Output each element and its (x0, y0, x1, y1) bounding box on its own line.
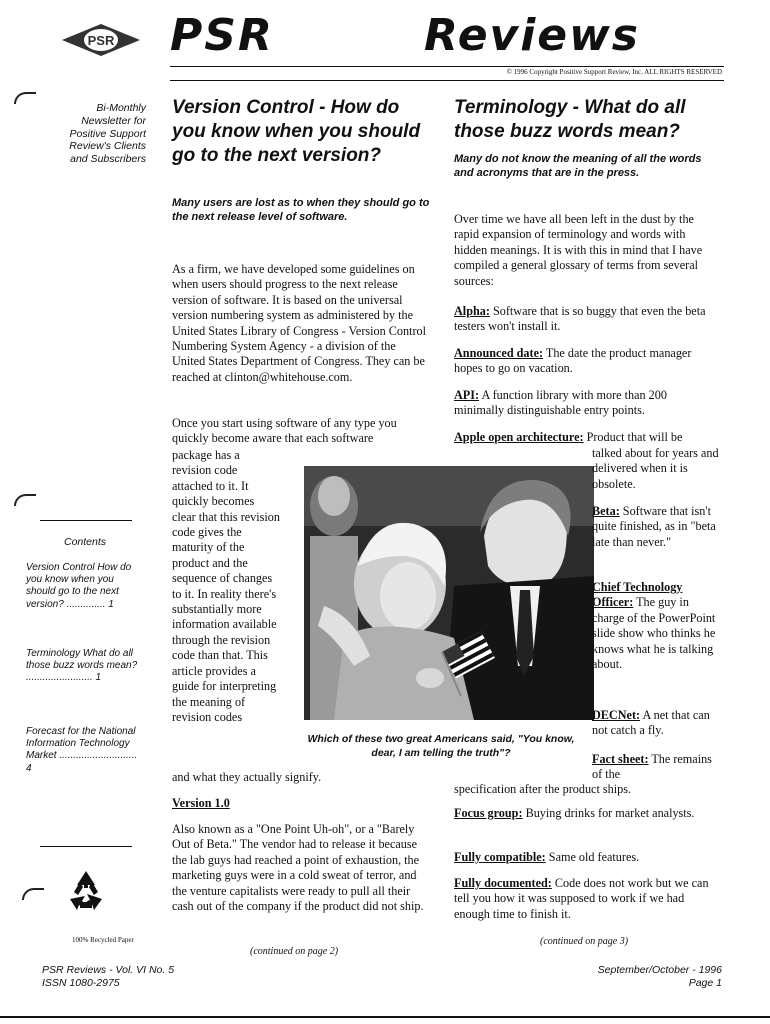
article1-paragraph-end: and what they actually signify. (172, 770, 322, 784)
term-label: API: (454, 388, 480, 402)
continued-page-2[interactable]: (continued on page 2) (250, 946, 339, 957)
footer-issn: ISSN 1080-2975 (42, 977, 120, 989)
continued-page-3[interactable]: (continued on page 3) (540, 936, 629, 947)
glossary-term (454, 876, 720, 922)
article1-paragraph: As a firm, we have developed some guidelines on when users should progress to the next release version of software. It is based on the universal version numbering system as administered by the United States Library of Congress - Version Control Numbering System Agency - a division of the United States Department of Congress. They can be reached at clinton@whitehouse.com. (172, 262, 426, 384)
term-label: Beta: (592, 504, 620, 518)
toc-item[interactable]: Terminology What do all those buzz words mean? ........................ 1 (26, 648, 138, 684)
footer-date: September/October - 1996 (597, 964, 722, 976)
term-label: Fully documented: (454, 876, 552, 890)
masthead-title-right: Reviews (424, 10, 640, 61)
glossary-term (592, 708, 720, 739)
term-definition: The date the product manager hopes to go on vacation. (454, 346, 692, 376)
term-definition: A net that can not catch a fly. (592, 708, 710, 738)
term-label: Alpha: (454, 304, 490, 318)
masthead-title-left: PSR (170, 10, 274, 61)
term-label: Announced date: (454, 346, 544, 360)
page-bottom-rule (0, 1016, 770, 1018)
corner-mark (14, 92, 36, 104)
footer-publication: PSR Reviews - Vol. VI No. 5 (42, 964, 175, 976)
recycle-icon (64, 868, 108, 912)
glossary-term (592, 752, 720, 783)
term-definition: Product that will be (586, 430, 683, 444)
toc-item-page: 4 (26, 762, 32, 774)
contents-title: Contents (63, 536, 107, 548)
glossary-term (454, 304, 720, 335)
article1-title: Version Control - How do you know when you should go to the next version? (172, 97, 421, 166)
toc-item[interactable]: Version Control How do you know when you should go to the next version? .............. 1 (26, 562, 132, 610)
term-definition: The guy in charge of the PowerPoint slide show who thinks he knows what he is talking about. (592, 595, 716, 672)
term-label: Fully compatible: (454, 850, 546, 864)
term-definition: Software that is so buggy that even the beta testers won't install it. (454, 304, 706, 334)
logo-text: PSR (87, 33, 115, 48)
footer-right (560, 964, 722, 990)
term-definition: Code does not work but we can tell you how it was supposed to work if we had enough time to finish it. (454, 876, 709, 921)
toc-item-title: Version Control How do you know when you should go to the next version? (26, 562, 132, 610)
toc-item[interactable]: Forecast for the National Information Technology Market ............................ 4 (26, 726, 138, 774)
glossary-term (592, 580, 720, 672)
recycled-paper-label: 100% Recycled Paper (72, 936, 134, 944)
term-definition: specification after the product ships. (454, 782, 631, 796)
term-label: Chief Technology Officer: (592, 580, 683, 610)
article1-paragraph-wrap: package has a revision code attached to it. It quickly becomes clear that this revision code gives the maturity of the product and the sequence of changes to it. In reality there's substantially more information available through the revision code than that. This article provides a guide for interpreting the meaning of revision codes (172, 448, 280, 724)
toc-item-title: Forecast for the National Information Technology Market (26, 726, 136, 762)
glossary-term (454, 806, 720, 821)
corner-mark (14, 494, 36, 506)
newsletter-description: Bi-Monthly Newsletter for Positive Support Review's Clients and Subscribers (69, 102, 146, 166)
toc-item-page: 1 (95, 672, 102, 684)
term-definition: Buying drinks for market analysts. (525, 806, 695, 820)
article2-title: Terminology - What do all those buzz words mean? (454, 97, 686, 142)
photo-caption: Which of these two great Americans said, "You know, dear, I am telling the truth"? (307, 733, 575, 759)
article-photo (304, 466, 594, 720)
psr-logo-icon (62, 22, 140, 58)
sidebar-rule (40, 520, 132, 521)
masthead-rule-lower (170, 80, 724, 81)
glossary-term (454, 430, 720, 445)
sidebar-rule (40, 846, 132, 847)
version-1-body: Also known as a "One Point Uh-oh", or a "Barely Out of Beta." The vendor had to release it because the lab guys had reached a point of exhaustion, the marketing guys were in a cold sweat of terror, and the venture capitalists were ready to pull all their cash out of the company if the product did not ship. (172, 822, 424, 914)
footer-left (42, 964, 174, 990)
term-definition: Same old features. (548, 850, 640, 864)
toc-item-page: 1 (108, 598, 114, 610)
term-definition: talked about for years and delivered when it is obsolete. (592, 446, 719, 491)
term-label: Focus group: (454, 806, 523, 820)
term-label: Fact sheet: (592, 752, 649, 766)
glossary-term (454, 388, 720, 419)
glossary-term-continued (592, 446, 720, 492)
term-definition: A function library with more than 200 minimally distinguishable entry points. (454, 388, 667, 418)
version-1-heading: Version 1.0 (172, 796, 230, 810)
masthead-title (170, 10, 730, 66)
term-label: Apple open architecture: (454, 430, 584, 444)
article2-lead: Many do not know the meaning of all the words and acronyms that are in the press. (454, 153, 702, 179)
footer-page: Page 1 (688, 977, 722, 989)
article2-intro: Over time we have all been left in the dust by the rapid expansion of terminology and words with hidden meanings. It is with this in mind that I have compiled a general glossary of terms from several sources: (454, 212, 703, 288)
glossary-term (592, 504, 720, 550)
toc-item-title: Terminology What do all those buzz words mean? (26, 648, 138, 672)
masthead-rule (170, 66, 724, 67)
glossary-term-continued (454, 782, 720, 797)
glossary-term (454, 850, 720, 865)
glossary-term (454, 346, 720, 377)
article1-lead: Many users are lost as to when they should go to the next release level of software. (172, 197, 430, 223)
term-label: DECNet: (592, 708, 641, 722)
term-definition: The remains of the (592, 752, 712, 782)
term-definition: Software that isn't quite finished, as in "beta late than never." (592, 504, 716, 549)
corner-mark (22, 888, 44, 900)
copyright-notice: © 1996 Copyright Positive Support Review, Inc. ALL RIGHTS RESERVED (506, 68, 722, 76)
article1-paragraph: Once you start using software of any type you quickly become aware that each software (172, 416, 397, 446)
